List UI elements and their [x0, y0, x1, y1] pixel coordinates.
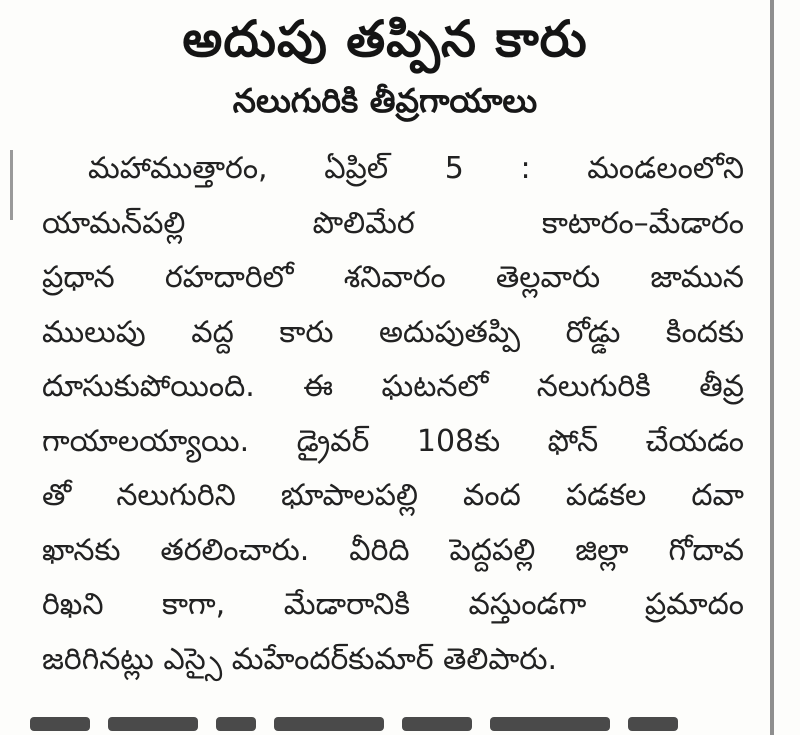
body-line-4: ములుపు వద్ద కారు అదుపుతప్పి రోడ్డు కిందకు: [42, 314, 744, 350]
body-line-7: తో నలుగురిని భూపాలపల్లి వంద పడకల దవా: [42, 478, 744, 513]
article-headline: అదుపు తప్పిన కారు: [182, 10, 588, 68]
body-line-5: దూసుకుపోయింది. ఈ ఘటనలో నలుగురికి తీవ్ర: [42, 369, 744, 404]
article-subheadline: నలుగురికి తీవ్రగాయాలు: [232, 81, 538, 120]
body-line-10: జరిగినట్లు ఎస్సై మహేందర్‌కుమార్ తెలిపారు.: [42, 641, 557, 677]
article-body: [42, 142, 744, 687]
body-line-2: యామన్‌పల్లి పొలిమేర కాటారం–మేడారం: [42, 205, 744, 241]
body-line-8: ఖానకు తరలించారు. వీరిది పెద్దపల్లి జిల్లా గోదావ: [42, 532, 744, 568]
body-line-3: ప్రధాన రహదారిలో శనివారం తెల్లవారు జామున: [42, 260, 744, 295]
left-column-rule: [10, 150, 13, 220]
body-line-6: గాయాలయ్యాయి. డ్రైవర్ 108కు ఫోన్ చేయడం: [42, 423, 744, 459]
next-article-cutoff: [30, 716, 750, 746]
right-column-rule: [770, 0, 774, 735]
body-line-1: మహాముత్తారం, ఏప్రిల్ 5 : మండలంలోని: [88, 151, 744, 186]
body-line-9: రిఖని కాగా, మేడారానికి వస్తుండగా ప్రమాదం: [42, 587, 744, 622]
